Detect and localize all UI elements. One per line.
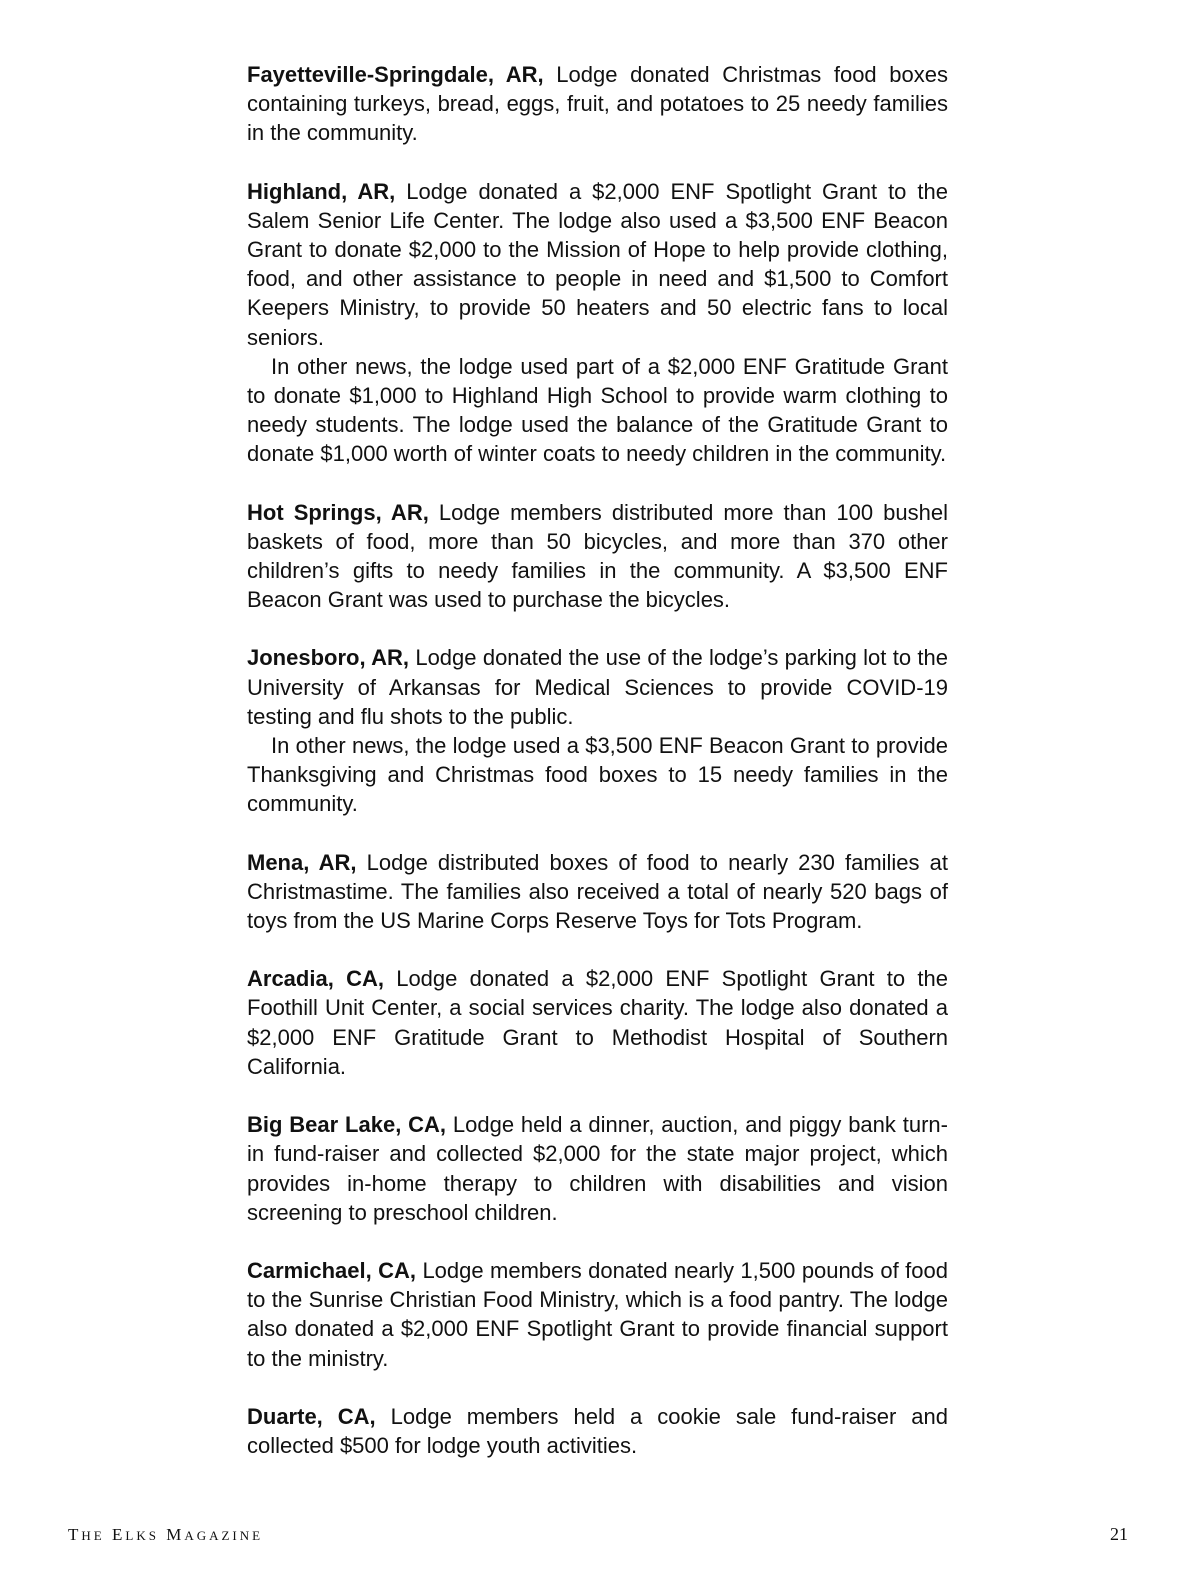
publication-title-initial: M: [166, 1525, 185, 1544]
lodge-entry: [247, 1110, 948, 1227]
publication-title-rest: HE: [81, 1528, 105, 1543]
entry-text: In other news, the lodge used a $3,500 ENF Beacon Grant to provide Thanksgiving and Christmas food boxes to 15 needy families in the community.: [247, 733, 948, 817]
entry-text: Lodge donated a $2,000 ENF Spotlight Grant to the Salem Senior Life Center. The lodge also used a $3,500 ENF Beacon Grant to donate $2,000 to the Mission of Hope to help provide clothing, food, and other assistance to people in need and $1,500 to Comfort Keepers Ministry, to provide 50 heaters and 50 electric fans to local seniors.: [247, 178, 948, 350]
lodge-location: Hot Springs, AR,: [247, 499, 429, 525]
publication-title-word: [166, 1525, 263, 1544]
publication-title-rest: AGAZINE: [184, 1528, 264, 1543]
entry-paragraph: [247, 177, 948, 352]
entry-text: Lodge donated a $2,000 ENF Spotlight Grant to the Foothill Unit Center, a social services charity. The lodge also donated a $2,000 ENF Gratitude Grant to Methodist Hospital of Southern California.: [247, 966, 948, 1079]
entry-text: In other news, the lodge used part of a $2,000 ENF Gratitude Grant to donate $1,000 to Highland High School to provide warm clothing to needy students. The lodge used the balance of the Gratitude Grant to donate $1,000 worth of winter coats to needy children in the community.: [247, 353, 948, 467]
entry-text: Lodge donated Christmas food boxes containing turkeys, bread, eggs, fruit, and potatoes to 25 needy families in the community.: [247, 62, 948, 146]
entry-text: Lodge members held a cookie sale fund-raiser and collected $500 for lodge youth activities.: [247, 1403, 948, 1458]
lodge-location: Highland, AR,: [247, 178, 396, 204]
lodge-entry: [247, 177, 948, 469]
lodge-entry: [247, 1402, 948, 1460]
lodge-entry: [247, 1256, 948, 1373]
lodge-entry: [247, 643, 948, 818]
lodge-location: Duarte, CA,: [247, 1403, 376, 1429]
publication-title-initial: T: [68, 1525, 82, 1544]
lodge-entry: [247, 964, 948, 1081]
lodge-entry: [247, 60, 948, 148]
entry-continuation-paragraph: [247, 731, 948, 819]
lodge-location: Carmichael, CA,: [247, 1257, 417, 1283]
lodge-location: Big Bear Lake, CA,: [247, 1112, 447, 1138]
publication-title-word: [68, 1525, 105, 1544]
lodge-location: Mena, AR,: [247, 849, 357, 875]
entry-paragraph: [247, 848, 948, 936]
page-number: 21: [1110, 1524, 1128, 1544]
entry-text: Lodge members distributed more than 100 bushel baskets of food, more than 50 bicycles, and more than 370 other children’s gifts to needy families in the community. A $3,500 ENF Beacon Grant was used to purchase the bicycles.: [247, 499, 948, 613]
entry-continuation-paragraph: [247, 352, 948, 469]
article-column: [247, 60, 948, 1489]
lodge-location: Arcadia, CA,: [247, 966, 384, 992]
entry-paragraph: [247, 1110, 948, 1227]
publication-title-initial: E: [111, 1525, 126, 1544]
entry-text: Lodge held a dinner, auction, and piggy bank turn-in fund-raiser and collected $2,000 for the state major project, which provides in-home therapy to children with disabilities and vision screening to preschool children.: [247, 1112, 948, 1225]
entry-paragraph: [247, 498, 948, 615]
lodge-location: Fayetteville-Springdale, AR,: [247, 62, 544, 87]
entry-paragraph: [247, 60, 948, 148]
lodge-location: Jonesboro, AR,: [247, 645, 409, 671]
entry-paragraph: [247, 643, 948, 731]
lodge-entry: [247, 848, 948, 936]
entry-text: Lodge members donated nearly 1,500 pounds of food to the Sunrise Christian Food Ministry, which is a food pantry. The lodge also donated a $2,000 ENF Spotlight Grant to provide financial support to the ministry.: [247, 1257, 948, 1371]
entry-paragraph: [247, 964, 948, 1081]
entry-paragraph: [247, 1402, 948, 1460]
entry-paragraph: [247, 1256, 948, 1373]
publication-title-word: [112, 1525, 159, 1544]
publication-title: [68, 1525, 263, 1545]
entry-text: Lodge donated the use of the lodge’s parking lot to the University of Arkansas for Medical Sciences to provide COVID-19 testing and flu shots to the public.: [247, 645, 948, 729]
publication-title-rest: LKS: [125, 1528, 159, 1543]
entry-text: Lodge distributed boxes of food to nearly 230 families at Christmastime. The families also received a total of nearly 520 bags of toys from the US Marine Corps Reserve Toys for Tots Program.: [247, 849, 948, 934]
lodge-entry: [247, 498, 948, 615]
